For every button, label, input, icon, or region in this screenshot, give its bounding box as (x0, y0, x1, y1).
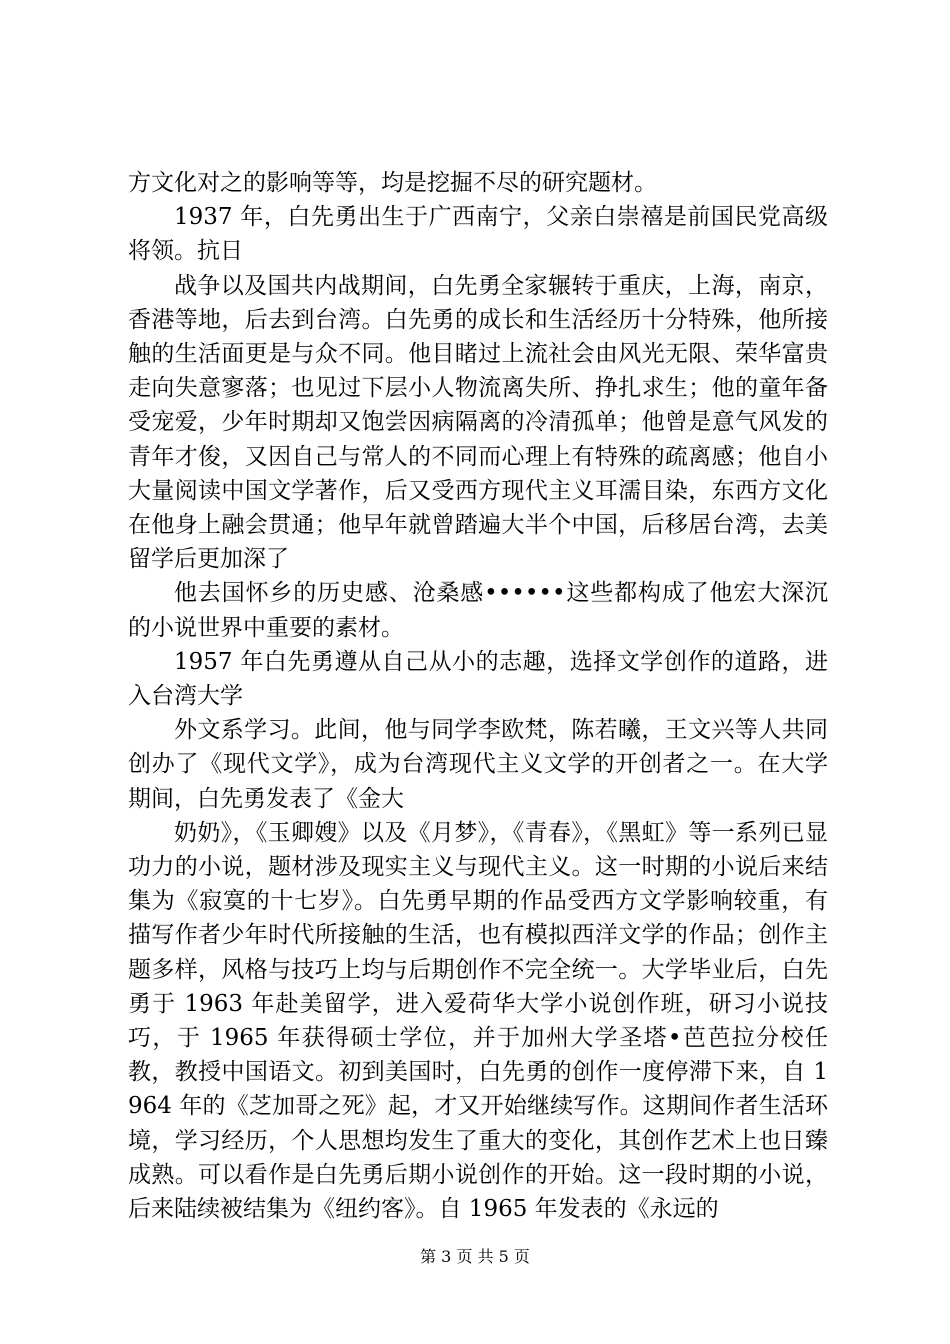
paragraph-5: 1957 年白先勇遵从自己从小的志趣，选择文学创作的道路，进入台湾大学 (128, 648, 828, 710)
paragraph-2: 1937 年，白先勇出生于广西南宁，父亲白崇禧是前国民党高级将领。抗日 (128, 204, 828, 265)
paragraph-4: 他去国怀乡的历史感、沧桑感••••••这些都构成了他宏大深沉的小说世界中重要的素材。 (128, 580, 828, 641)
page-number-footer: 第 3 页 共 5 页 (420, 1247, 530, 1266)
paragraph-6: 外文系学习。此间，他与同学李欧梵，陈若曦，王文兴等人共同创办了《现代文学》，成为台湾现代主义文学的开创者之一。在大学期间，白先勇发表了《金大 (128, 717, 828, 812)
paragraph-3: 战争以及国共内战期间，白先勇全家辗转于重庆，上海，南京，香港等地，后去到台湾。白先勇的成长和生活经历十分特殊，他所接触的生活面更是与众不同。他目睹过上流社会由风光无限、荣华富贵走向失意寥落；也见过下层小人物流离失所、挣扎求生；他的童年备受宠爱，少年时期却又饱尝因病隔离的冷清孤单；他曾是意气风发的青年才俊，又因自己与常人的不同而心理上有特殊的疏离感；他自小大量阅读中国文学著作，后又受西方现代主义耳濡目染，东西方文化在他身上融会贯通；他早年就曾踏遍大半个中国，后移居台湾，去美留学后更加深了 (128, 272, 828, 573)
paragraph-1: 方文化对之的影响等等，均是挖掘不尽的研究题材。 (128, 170, 657, 196)
paragraph-7: 奶奶》，《玉卿嫂》以及《月梦》，《青春》，《黑虹》等一系列已显功力的小说，题材涉及现实主义与现代主义。这一时期的小说后来结集为《寂寞的十七岁》。白先勇早期的作品受西方文学影响较重，有描写作者少年时代所接触的生活，也有模拟西洋文学的作品；创作主题多样，风格与技巧上均与后期创作不完全统一。大学毕业后，白先勇于 1963 年赴美留学，进入爱荷华大学小说创作班，研习小说技巧，于 1965 年获得硕士学位，并于加州大学圣塔•芭芭拉分校任教，教授中国语文。初到美国时，白先勇的创作一度停滞下来，自 1964 年的《芝加哥之死》起，才又开始继续写作。这期间作者生活环境，学习经历，个人思想均发生了重大的变化，其创作艺术上也日臻成熟。可以看作是白先勇后期小说创作的开始。这一段时期的小说，后来陆续被结集为《纽约客》。自 1965 年发表的《永远的 (128, 819, 828, 1223)
body-text (128, 166, 828, 1226)
